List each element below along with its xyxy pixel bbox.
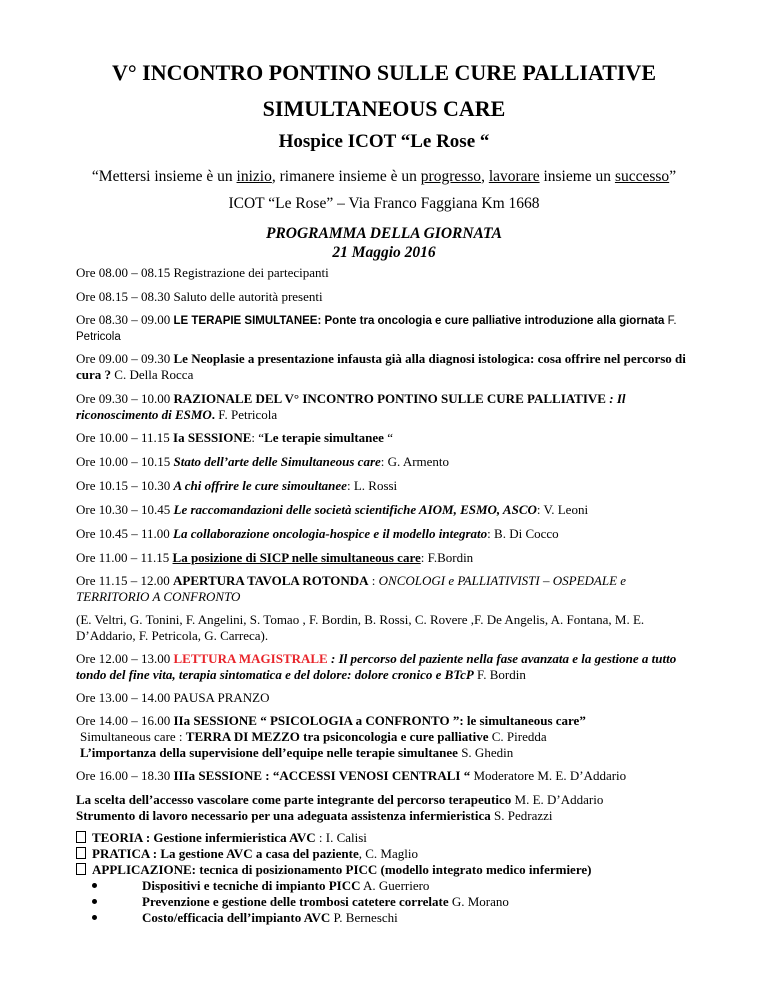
- program-item: Ore 09.30 – 10.00 RAZIONALE DEL V° INCONTRO PONTINO SULLE CURE PALLIATIVE : Il: [76, 391, 626, 406]
- program-item: Ore 08.30 – 09.00 LE TERAPIE SIMULTANEE: Ponte tra oncologia e cure palliative introduzione alla giornata F.: [76, 312, 677, 327]
- checkbox-icon: [76, 847, 86, 859]
- program-item: Ore 10.30 – 10.45 Le raccomandazioni delle società scientifiche AIOM, ESMO, ASCO: V. Leoni: [76, 502, 589, 517]
- program-item: Ore 14.00 – 16.00 IIa SESSIONE “ PSICOLOGIA a CONFRONTO ”: le simultaneous care”: [76, 713, 586, 728]
- program-item: Ore 08.00 – 08.15 Registrazione dei partecipanti: [76, 265, 329, 280]
- program-item: Ore 13.00 – 14.00 PAUSA PRANZO: [76, 690, 270, 705]
- program-item-speaker: Petricola: [76, 331, 121, 343]
- venue-title: Hospice ICOT “Le Rose “: [278, 131, 490, 152]
- program-item: Ore 10.00 – 10.15 Stato dell’arte delle Simultaneous care: G. Armento: [76, 454, 450, 469]
- bullet-icon: [92, 883, 97, 888]
- program-item-cont: riconoscimento di ESMO. F. Petricola: [76, 407, 278, 422]
- bullet-icon: [92, 915, 97, 920]
- venue-address: ICOT “Le Rose” – Via Franco Faggiana Km 1668: [228, 195, 540, 212]
- program-item: Ore 08.15 – 08.30 Saluto delle autorità presenti: [76, 289, 323, 304]
- program-item: Ore 11.00 – 11.15 La posizione di SICP nelle simultaneous care: F.Bordin: [76, 550, 474, 565]
- program-item-cont: cura ? C. Della Rocca: [76, 367, 194, 382]
- checkbox-item: APPLICAZIONE: tecnica di posizionamento PICC (modello integrato medico infermiere): [76, 862, 706, 878]
- bullet-item: Dispositivi e tecniche di impianto PICC A. Guerriero: [92, 878, 429, 894]
- program-subitem: Strumento di lavoro necessario per una adeguata assistenza infermieristica S. Pedrazzi: [76, 808, 553, 823]
- program-item: Ore 10.15 – 10.30 A chi offrire le cure simoultanee: L. Rossi: [76, 478, 398, 493]
- event-title: V° INCONTRO PONTINO SULLE CURE PALLIATIVE: [111, 60, 656, 85]
- checkbox-icon: [76, 863, 86, 875]
- bullet-item: Costo/efficacia dell’impianto AVC P. Berneschi: [92, 910, 398, 926]
- program-subitem: La scelta dell’accesso vascolare come parte integrante del percorso terapeutico M. E. D’Addario: [76, 792, 604, 807]
- program-item-cont: tondo del fine vita, terapia sintomatica e del dolore: dolore cronico e BTcP F. Bordin: [76, 667, 526, 682]
- program-heading: PROGRAMMA DELLA GIORNATA: [265, 225, 502, 242]
- program-item: Ore 16.00 – 18.30 IIIa SESSIONE : “ACCESSI VENOSI CENTRALI “ Moderatore M. E. D’Addario: [76, 768, 627, 783]
- bullet-item: Prevenzione e gestione delle trombosi catetere correlate G. Morano: [92, 894, 509, 910]
- program-subitem: Simultaneous care : TERRA DI MEZZO tra psiconcologia e cure palliative C. Piredda: [80, 729, 547, 744]
- bullet-icon: [92, 899, 97, 904]
- program-subitem: L’importanza della supervisione dell’equipe nelle terapie simultanee S. Ghedin: [80, 745, 514, 760]
- program-item: Ore 11.15 – 12.00 APERTURA TAVOLA ROTONDA : ONCOLOGI e PALLIATIVISTI – OSPEDALE e: [76, 573, 627, 588]
- program-date: 21 Maggio 2016: [332, 244, 436, 261]
- program-item: Ore 09.00 – 09.30 Le Neoplasie a presentazione infausta già alla diagnosi istologica: cosa offrire nel percorso di: [76, 351, 686, 366]
- checkbox-icon: [76, 831, 86, 843]
- checkbox-item: TEORIA : Gestione infermieristica AVC : I. Calisi: [76, 830, 706, 846]
- program-item: Ore 12.00 – 13.00 LETTURA MAGISTRALE : Il percorso del paziente nella fase avanzata e la gestione a tutto: [76, 651, 677, 666]
- program-item: Ore 10.45 – 11.00 La collaborazione oncologia-hospice e il modello integrato: B. Di Cocco: [76, 526, 559, 541]
- participants-list: (E. Veltri, G. Tonini, F. Angelini, S. Tomao , F. Bordin, B. Rossi, C. Rovere ,F. De Angelis, A. Fontana, M. E.: [76, 612, 645, 627]
- participants-list-cont: D’Addario, F. Petricola, G. Carreca).: [76, 628, 269, 643]
- motto: “Mettersi insieme è un inizio, rimanere insieme è un progresso, lavorare insieme un successo”: [91, 168, 677, 185]
- event-subtitle: SIMULTANEOUS CARE: [262, 96, 506, 121]
- program-item-cont: TERRITORIO A CONFRONTO: [76, 589, 241, 604]
- program-item: Ore 10.00 – 11.15 Ia SESSIONE: “Le terapie simultanee “: [76, 430, 393, 445]
- checkbox-item: PRATICA : La gestione AVC a casa del paziente, C. Maglio: [76, 846, 706, 862]
